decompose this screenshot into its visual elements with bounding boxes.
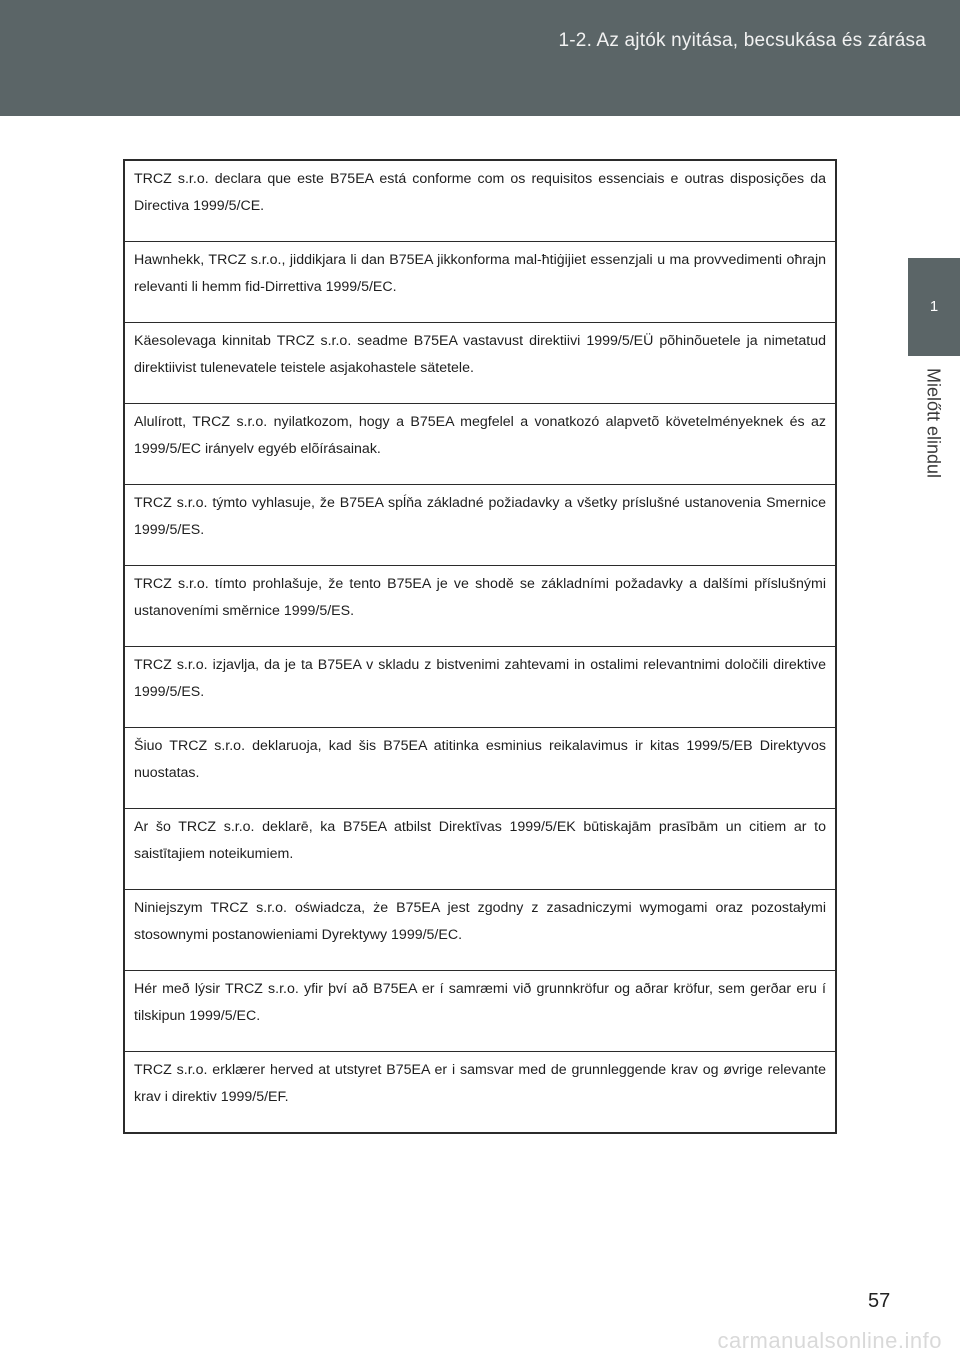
declaration-latvian: Ar šo TRCZ s.r.o. deklarē, ka B75EA atbilst Direktīvas 1999/5/EK būtiskajām prasībām un citiem ar to saistītajiem noteikumiem.: [125, 809, 835, 890]
declaration-estonian: Käesolevaga kinnitab TRCZ s.r.o. seadme B75EA vastavust direktiivi 1999/5/EÜ põhinõuetele ja nimetatud direktiivist tulenevatele teistele asjakohastele sätetele.: [125, 323, 835, 404]
declaration-icelandic: Hér með lýsir TRCZ s.r.o. yfir því að B75EA er í samræmi við grunnkröfur og aðrar kröfur, sem gerðar eru í tilskipun 1999/5/EC.: [125, 971, 835, 1052]
section-title: 1-2. Az ajtók nyitása, becsukása és zárása: [558, 30, 926, 51]
declaration-norwegian: TRCZ s.r.o. erklærer herved at utstyret B75EA er i samsvar med de grunnleggende krav og øvrige relevante krav i direktiv 1999/5/EF.: [125, 1052, 835, 1133]
declaration-portuguese: TRCZ s.r.o. declara que este B75EA está conforme com os requisitos essenciais e outras disposições da Directiva 1999/5/CE.: [125, 161, 835, 242]
declaration-maltese: Hawnhekk, TRCZ s.r.o., jiddikjara li dan B75EA jikkonforma mal-ħtiġijiet essenzjali u ma provvedimenti oħrajn relevanti li hemm fid-Dirrettiva 1999/5/EC.: [125, 242, 835, 323]
chapter-number: 1: [929, 298, 939, 315]
declarations-table: [123, 159, 837, 1134]
chapter-tab: [908, 258, 960, 356]
declaration-czech: TRCZ s.r.o. tímto prohlašuje, že tento B75EA je ve shodě se základními požadavky a dalšími příslušnými ustanoveními směrnice 1999/5/ES.: [125, 566, 835, 647]
declaration-slovenian: TRCZ s.r.o. izjavlja, da je ta B75EA v skladu z bistvenimi zahtevami in ostalimi relevantnimi določili direktive 1999/5/ES.: [125, 647, 835, 728]
chapter-label: Mielőtt elindul: [923, 368, 944, 479]
declaration-polish: Niniejszym TRCZ s.r.o. oświadcza, że B75EA jest zgodny z zasadniczymi wymogami oraz pozostałymi stosownymi postanowieniami Dyrektywy 1999/5/EC.: [125, 890, 835, 971]
declaration-lithuanian: Šiuo TRCZ s.r.o. deklaruoja, kad šis B75EA atitinka esminius reikalavimus ir kitas 1999/5/EB Direktyvos nuostatas.: [125, 728, 835, 809]
page-number: 57: [868, 1290, 891, 1312]
watermark: carmanualsonline.info: [717, 1328, 942, 1353]
declaration-slovak: TRCZ s.r.o. týmto vyhlasuje, že B75EA spĺňa základné požiadavky a všetky príslušné ustanovenia Smernice 1999/5/ES.: [125, 485, 835, 566]
declaration-hungarian: Alulírott, TRCZ s.r.o. nyilatkozom, hogy a B75EA megfelel a vonatkozó alapvetõ követelményeknek és az 1999/5/EC irányelv egyéb elõírásainak.: [125, 404, 835, 485]
header-band: [0, 0, 960, 116]
